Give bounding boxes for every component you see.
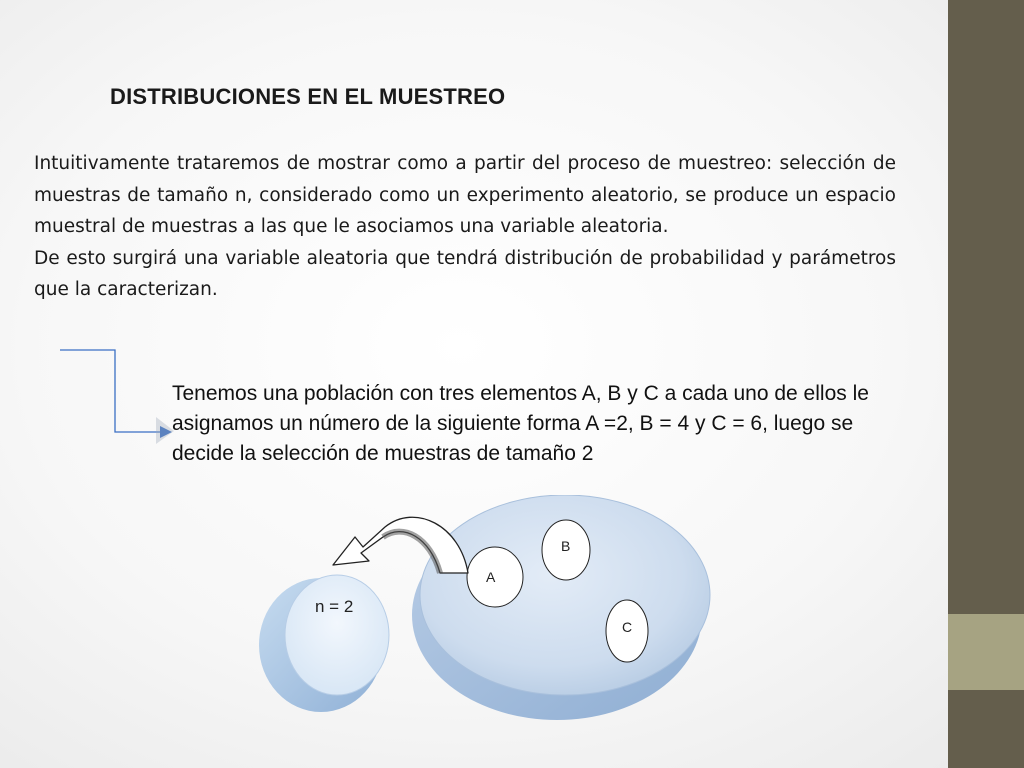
element-b-label: B [561, 538, 571, 554]
sample-disc [259, 575, 389, 712]
intro-paragraph [34, 148, 896, 306]
element-a-label: A [486, 569, 496, 585]
curved-arrow-icon [333, 517, 468, 573]
intro-paragraph-2: De esto surgirá una variable aleatoria que tendrá distribución de probabilidad y parámetros que la caracterizan. [34, 247, 896, 300]
sampling-diagram [255, 495, 725, 725]
element-a [467, 547, 523, 607]
selection-arrow [333, 517, 468, 573]
connector-arrow [56, 344, 182, 444]
connector-line [60, 350, 170, 432]
element-b [542, 520, 590, 580]
element-c-label: C [622, 619, 633, 635]
population-statement: Tenemos una población con tres elementos A, B y C a cada uno de ellos le asignamos un número de la siguiente forma A =2, B = 4 y C = 6, luego se decide la selección de muestras de tamaño 2 [172, 382, 869, 465]
decorative-sidebar-accent [948, 614, 1024, 690]
intro-paragraph-1: Intuitivamente trataremos de mostrar como a partir del proceso de muestreo: selección de muestras de tamaño n, considerado como un experimento aleatorio, se produce un espacio muestral de muestras a las que le asociamos una variable aleatoria. [34, 153, 896, 237]
sample-size-label: n = 2 [315, 597, 354, 616]
slide-title: DISTRIBUCIONES EN EL MUESTREO [110, 84, 506, 109]
element-c [606, 600, 648, 662]
